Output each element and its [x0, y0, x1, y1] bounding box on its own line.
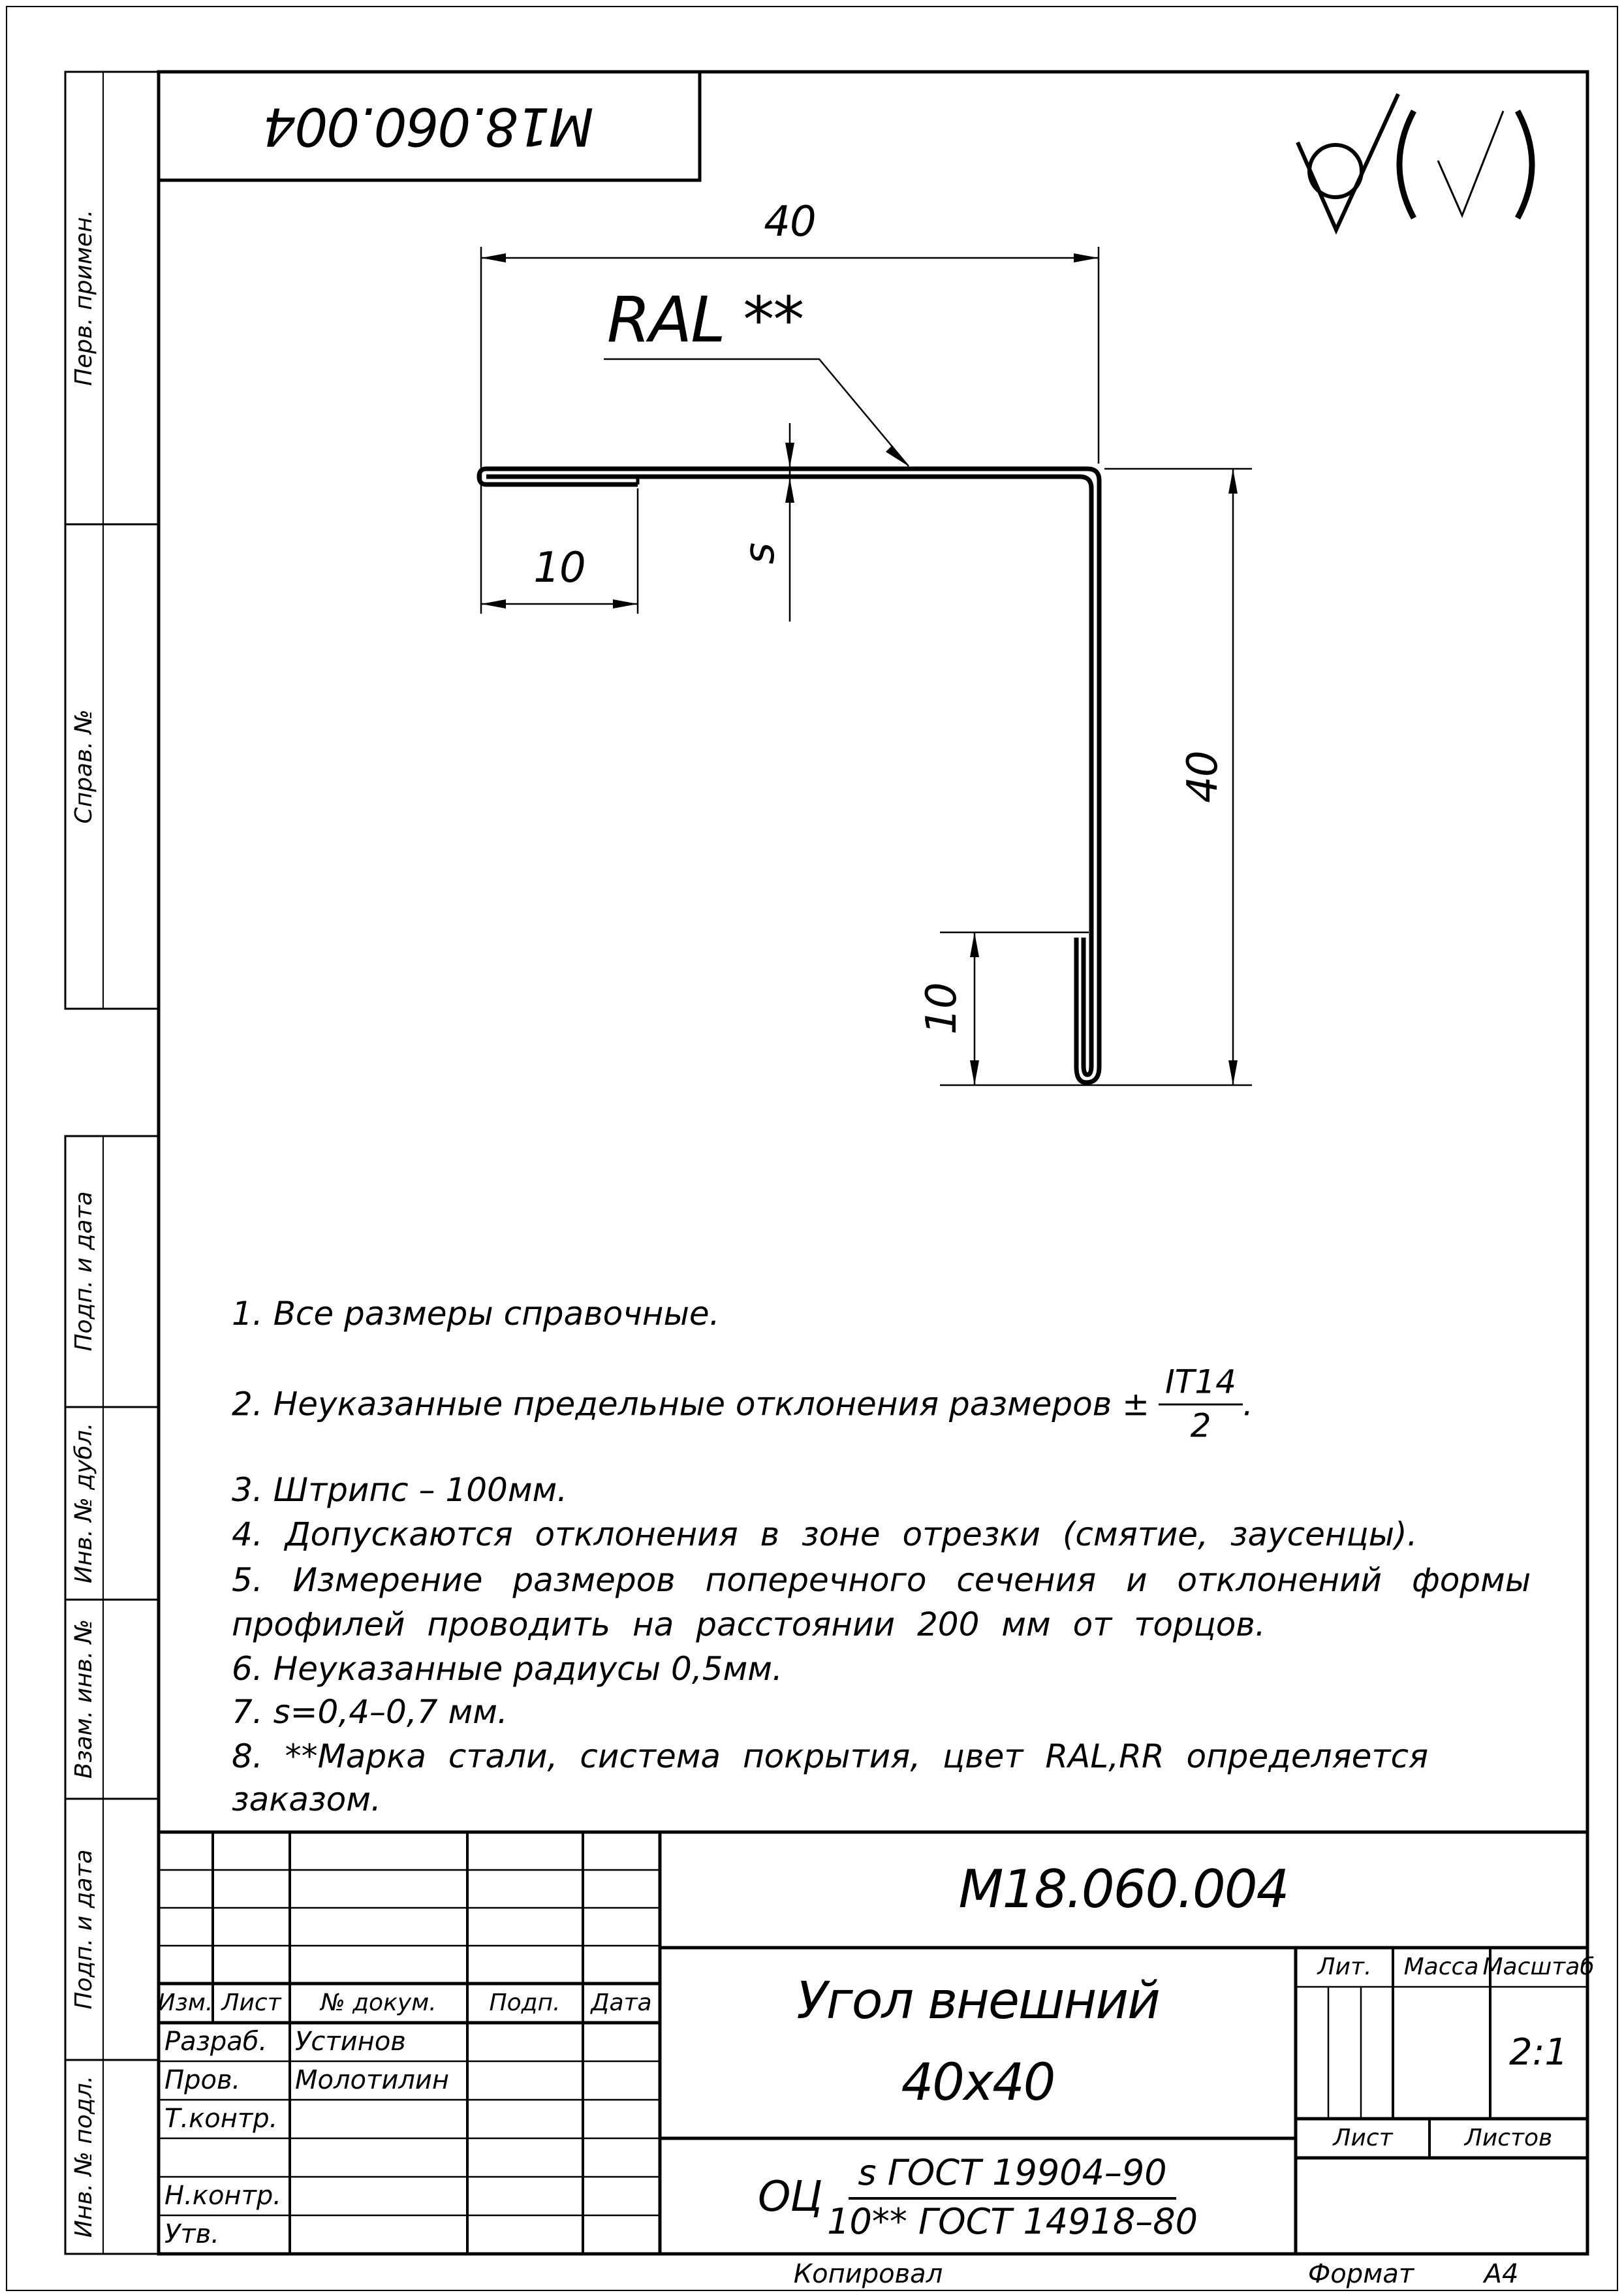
note-6: 6. Неуказанные радиусы 0,5мм.: [232, 1650, 783, 1688]
note-1: 1. Все размеры справочные.: [232, 1295, 720, 1333]
part-name-line-1: Угол внешний: [796, 1972, 1159, 2031]
row-value-razrab: Устинов: [295, 2027, 406, 2057]
footer-format-value: А4: [1484, 2259, 1519, 2289]
note-5-line-2: профилей проводить на расстоянии 200 мм от торцов.: [232, 1606, 1266, 1643]
margin-label-vzam-inv-no: Взам. инв. №: [70, 1619, 97, 1779]
dim-top-width: 40: [764, 198, 816, 246]
margin-label-podp-i-data: Подп. и дата: [70, 1191, 97, 1352]
note-8-line-2: заказом.: [232, 1781, 381, 1818]
col-header-data: Дата: [591, 1989, 652, 2016]
footer-format-label: Формат: [1307, 2259, 1414, 2289]
row-label-nkontr: Н.контр.: [164, 2181, 281, 2211]
dim-right-height: 40: [1179, 751, 1227, 803]
row-label-utv: Утв.: [164, 2219, 219, 2249]
row-label-prov: Пров.: [164, 2065, 241, 2095]
surface-finish-icon: [1298, 94, 1398, 230]
dim-left-hem: 10: [533, 544, 586, 592]
note-2-text: 2. Неуказанные предельные отклонения размеров ±: [232, 1385, 1150, 1423]
note-2-frac-denominator: 2: [1190, 1406, 1211, 1445]
row-value-prov: Молотилин: [295, 2065, 450, 2095]
margin-label-inv-no-podl: Инв. № подл.: [70, 2075, 97, 2238]
dimension-lines: [481, 247, 1252, 1085]
surface-finish-others-icon: [1399, 111, 1532, 218]
col-header-ndokum: № докум.: [320, 1989, 437, 2016]
material-prefix: ОЦ: [758, 2173, 822, 2221]
material-designation: [758, 2152, 1198, 2242]
margin-label-sprav-no: Справ. №: [70, 709, 97, 824]
header-massa: Масса: [1403, 1954, 1479, 1980]
row-label-tkontr: Т.контр.: [164, 2104, 278, 2134]
header-list: Лист: [1333, 2125, 1393, 2151]
col-header-podp: Подп.: [489, 1989, 561, 2016]
note-2-fraction: [1159, 1363, 1243, 1445]
dim-thickness: s: [736, 543, 784, 565]
header-masshtab: Масштаб: [1482, 1954, 1595, 1980]
margin-label-podp-i-data-2: Подп. и дата: [70, 1849, 97, 2010]
dimension-arrows: [481, 253, 1238, 1085]
footer-copied: Копировал: [793, 2259, 943, 2289]
header-lit: Лит.: [1317, 1954, 1372, 1980]
material-numerator: s ГОСТ 19904–90: [849, 2152, 1176, 2200]
col-header-list: Лист: [221, 1989, 281, 2016]
col-header-izm: Изм.: [157, 1989, 213, 2016]
dim-bottom-hem: 10: [918, 983, 966, 1035]
row-label-razrab: Разраб.: [164, 2027, 268, 2057]
note-7: 7. s=0,4–0,7 мм.: [232, 1693, 508, 1731]
scale-value: 2:1: [1508, 2031, 1569, 2074]
note-2-period: .: [1242, 1385, 1253, 1423]
note-3: 3. Штрипс – 100мм.: [232, 1471, 568, 1509]
header-listov: Листов: [1464, 2125, 1553, 2151]
part-name-line-2: 40х40: [901, 2053, 1055, 2112]
doc-number-rotated: М18.060.004: [264, 96, 594, 157]
margin-label-perv-primen: Перв. примен.: [70, 209, 97, 387]
note-5-line-1: 5. Измерение размеров поперечного сечения и отклонений формы: [232, 1561, 1531, 1599]
note-2-frac-numerator: IT14: [1159, 1363, 1243, 1406]
note-8-line-1: 8. **Марка стали, система покрытия, цвет RAL,RR определяется: [232, 1737, 1429, 1775]
material-fraction: [827, 2152, 1198, 2242]
coating-label: RAL **: [606, 283, 804, 356]
margin-label-inv-no-dubl: Инв. № дубл.: [70, 1422, 97, 1584]
title-doc-number: М18.060.004: [958, 1859, 1288, 1920]
note-2: [232, 1363, 1253, 1445]
material-denominator: 10** ГОСТ 14918–80: [827, 2201, 1198, 2242]
note-4: 4. Допускаются отклонения в зоне отрезки (смятие, заусенцы).: [232, 1515, 1418, 1553]
drawing-frame: [159, 72, 1587, 2254]
